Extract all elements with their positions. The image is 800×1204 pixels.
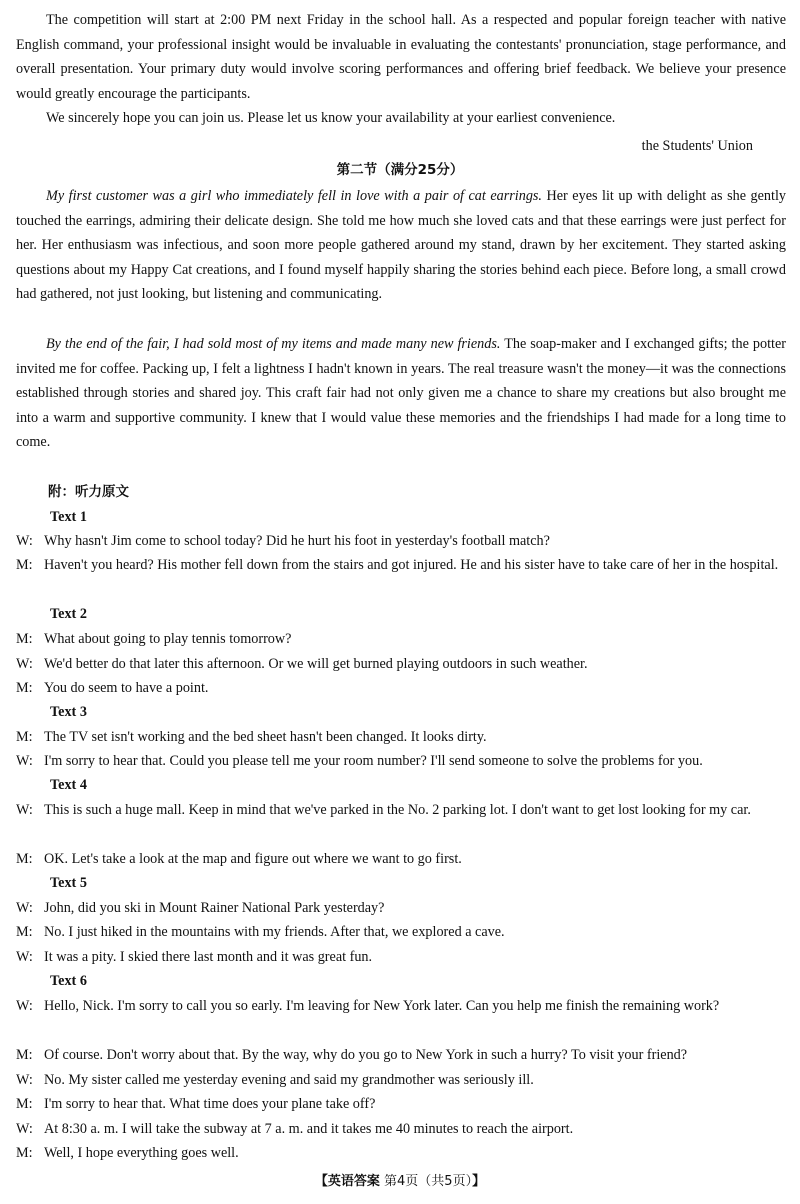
dialogue-text: I'm sorry to hear that. What time does your plane take off? — [44, 1096, 376, 1112]
dialogue-text: Well, I hope everything goes well. — [44, 1145, 239, 1161]
footer-bracket-right: 】 — [472, 1174, 486, 1189]
story-paragraph-1-text: Her eyes lit up with delight as she gently touched the earrings, admiring their delicate design. She told me how much she loved cats and that these earrings were just perfect for her. Her enthusiasm was infectious, and soon more people gathered around my stand, drawn by her excitement. They started asking questions about my Happy Cat creations, and I found myself happily sharing the stories behind each piece. Before long, a small crowd had gathered, not just looking, but listening and communicating. — [16, 188, 786, 303]
speaker: W: — [16, 1121, 33, 1137]
text-1-label: Text 1 — [50, 509, 87, 525]
dialogue-text: It was a pity. I skied there last month and it was great fun. — [44, 949, 373, 965]
speaker: M: — [16, 1047, 33, 1063]
footer-page-info: 第4页（共5页） — [379, 1174, 473, 1189]
text-5-label: Text 5 — [50, 875, 87, 891]
section2-heading: 第二节（满分25分） — [336, 162, 464, 178]
speaker: M: — [16, 851, 33, 867]
dialogue-line — [16, 896, 786, 921]
text-6-label: Text 6 — [50, 973, 87, 989]
dialogue-text: This is such a huge mall. Keep in mind that we've parked in the No. 2 parking lot. I don't want to get lost looking for my car. — [44, 802, 751, 818]
letter-paragraph-1: The competition will start at 2:00 PM next Friday in the school hall. As a respected and popular foreign teacher with native English command, your professional insight would be invaluable in evaluating the contestants' pronunciation, stage performance, and overall presentation. Your primary duty would involve scoring performances and offering brief feedback. We believe your presence would greatly encourage the participants. — [16, 12, 786, 102]
speaker: W: — [16, 802, 33, 818]
letter-signature: the Students' Union — [641, 138, 753, 154]
speaker: M: — [16, 631, 33, 647]
story-paragraph-2-text: The soap-maker and I exchanged gifts; the potter invited me for coffee. Packing up, I felt a lightness I hadn't known in years. The real treasure wasn't the money—it was the connections established through stories and shared joy. This craft fair had not only given me a chance to share my creations but also brought me into a warm and supportive community. I knew that I would value these memories and the friendships I had made for a long time to come. — [16, 336, 786, 451]
dialogue-text: John, did you ski in Mount Rainer National Park yesterday? — [44, 900, 385, 916]
page-footer — [0, 1170, 800, 1194]
dialogue-line — [16, 994, 786, 1019]
dialogue-line — [16, 652, 786, 677]
dialogue-line — [16, 529, 786, 554]
dialogue-line — [16, 1092, 786, 1117]
dialogue-line — [16, 1068, 786, 1093]
dialogue-text: Why hasn't Jim come to school today? Did he hurt his foot in yesterday's football match? — [44, 533, 550, 549]
dialogue-text: What about going to play tennis tomorrow? — [44, 631, 292, 647]
dialogue-line — [16, 920, 786, 945]
dialogue-line — [16, 725, 786, 750]
dialogue-text: We'd better do that later this afternoon. Or we will get burned playing outdoors in such weather. — [44, 656, 588, 672]
speaker: M: — [16, 924, 33, 940]
story-paragraph-1 — [16, 184, 786, 307]
appendix-heading: 附：听力原文 — [48, 484, 129, 500]
dialogue-line — [16, 1043, 786, 1068]
speaker: M: — [16, 1145, 33, 1161]
dialogue-line — [16, 1141, 786, 1166]
footer-subject: 英语答案 — [327, 1174, 380, 1189]
dialogue-line — [16, 945, 786, 970]
dialogue-text: No. My sister called me yesterday evening and said my grandmother was seriously ill. — [44, 1072, 534, 1088]
speaker: W: — [16, 533, 33, 549]
speaker: W: — [16, 900, 33, 916]
text-4-label: Text 4 — [50, 777, 87, 793]
speaker: W: — [16, 949, 33, 965]
speaker: W: — [16, 1072, 33, 1088]
dialogue-text: At 8:30 a. m. I will take the subway at 7 a. m. and it takes me 40 minutes to reach the airport. — [44, 1121, 574, 1137]
dialogue-line — [16, 676, 786, 701]
text-2-label: Text 2 — [50, 606, 87, 622]
dialogue-text: Of course. Don't worry about that. By the way, why do you go to New York in such a hurry? To visit your friend? — [44, 1047, 688, 1063]
dialogue-line — [16, 1117, 786, 1142]
speaker: W: — [16, 753, 33, 769]
dialogue-text: Haven't you heard? His mother fell down from the stairs and got injured. He and his sister have to take care of her in the hospital. — [44, 557, 779, 573]
speaker: W: — [16, 998, 33, 1014]
dialogue-line — [16, 847, 786, 872]
dialogue-text: No. I just hiked in the mountains with my friends. After that, we explored a cave. — [44, 924, 505, 940]
dialogue-text: You do seem to have a point. — [44, 680, 209, 696]
dialogue-text: I'm sorry to hear that. Could you please tell me your room number? I'll send someone to solve the problems for you. — [44, 753, 703, 769]
dialogue-line — [16, 627, 786, 652]
footer-bracket-left: 【 — [314, 1174, 328, 1189]
speaker: W: — [16, 656, 33, 672]
speaker: M: — [16, 557, 33, 573]
story-paragraph-1-italic: My first customer was a girl who immediately fell in love with a pair of cat earrings. — [46, 188, 542, 204]
dialogue-line — [16, 749, 786, 774]
story-paragraph-2-italic: By the end of the fair, I had sold most of my items and made many new friends. — [46, 336, 501, 352]
dialogue-text: OK. Let's take a look at the map and figure out where we want to go first. — [44, 851, 462, 867]
speaker: M: — [16, 729, 33, 745]
dialogue-line — [16, 553, 786, 578]
dialogue-line — [16, 798, 786, 823]
dialogue-text: Hello, Nick. I'm sorry to call you so early. I'm leaving for New York later. Can you help me finish the remaining work? — [44, 998, 720, 1014]
dialogue-text: The TV set isn't working and the bed sheet hasn't been changed. It looks dirty. — [44, 729, 487, 745]
letter-paragraph-2: We sincerely hope you can join us. Please let us know your availability at your earliest convenience. — [46, 110, 616, 126]
speaker: M: — [16, 680, 33, 696]
story-paragraph-2 — [16, 332, 786, 455]
speaker: M: — [16, 1096, 33, 1112]
text-3-label: Text 3 — [50, 704, 87, 720]
